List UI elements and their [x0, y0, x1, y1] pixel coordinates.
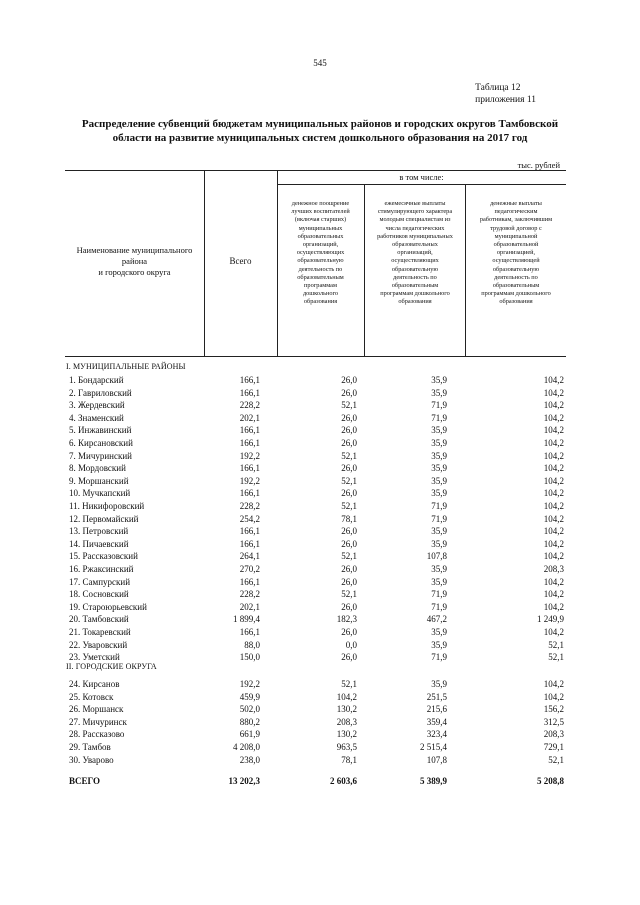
header-col-c-line: программам дошкольного — [481, 290, 551, 298]
table-row — [0, 602, 640, 615]
header-name-line3: и городского округа — [98, 267, 171, 277]
header-col-b-line: осуществляющих — [391, 257, 439, 265]
header-col-b-line: организаций, — [397, 249, 433, 257]
row-col-c: 104,2 — [543, 551, 564, 562]
row-total: 166,1 — [239, 425, 260, 436]
row-col-b: 35,9 — [431, 463, 447, 474]
row-col-c: 104,2 — [543, 375, 564, 385]
row-total: 166,1 — [239, 576, 260, 587]
table-row — [0, 413, 640, 426]
row-name: 18. Сосновский — [69, 589, 129, 600]
header-col-b-line: программам дошкольного — [380, 290, 450, 298]
row-col-c: 52,1 — [548, 754, 564, 765]
title-line2: области на развитие муниципальных систем дошкольного образования на 2017 год — [112, 132, 528, 144]
table-label-line1: Таблица 12 — [475, 83, 521, 93]
row-col-b: 107,8 — [426, 551, 447, 562]
row-total: 166,1 — [239, 627, 260, 637]
header-col-c-line: образовательной — [493, 241, 539, 249]
row-col-b: 323,4 — [426, 729, 447, 740]
header-total-column: Всего — [229, 256, 252, 266]
row-col-a: 208,3 — [336, 716, 357, 727]
row-total: 88,0 — [244, 639, 260, 650]
table-row — [0, 679, 640, 692]
row-name: 26. Моршанск — [69, 704, 124, 715]
table-row — [0, 717, 640, 730]
row-name: 19. Староюрьевский — [69, 601, 147, 612]
row-col-c: 208,3 — [543, 564, 564, 574]
row-col-a: 52,1 — [341, 450, 357, 461]
header-including: в том числе: — [399, 172, 444, 182]
row-name: 22. Уваровский — [69, 639, 128, 650]
header-col-c-line: образовательным — [492, 282, 540, 290]
table-row — [0, 729, 640, 742]
row-total: 228,2 — [239, 400, 260, 411]
table-row — [0, 627, 640, 640]
row-name: 3. Жердевский — [69, 400, 125, 411]
row-total: 166,1 — [239, 538, 260, 549]
row-col-b: 71,9 — [431, 412, 447, 423]
row-col-a: 78,1 — [341, 513, 357, 524]
row-col-c: 104,2 — [543, 627, 564, 637]
row-col-a: 26,0 — [341, 375, 357, 385]
row-col-c: 104,2 — [543, 463, 564, 474]
row-col-c: 104,2 — [543, 387, 564, 398]
table-row — [0, 551, 640, 564]
units-label: тыс. рублей — [517, 160, 560, 170]
row-name: ВСЕГО — [69, 776, 101, 786]
row-col-a: 0,0 — [345, 639, 357, 650]
row-total: 238,0 — [239, 754, 260, 765]
row-col-b: 2 515,4 — [420, 742, 447, 752]
row-col-a: 2 603,6 — [330, 776, 357, 786]
row-name: 12. Первомайский — [69, 513, 139, 524]
row-total: 254,2 — [239, 513, 260, 524]
header-col-a-line: осуществляющих — [296, 249, 345, 257]
row-name: 9. Моршанский — [69, 475, 129, 486]
row-name: 6. Кирсановский — [69, 438, 133, 448]
row-col-b: 35,9 — [431, 488, 447, 499]
row-total: 150,0 — [239, 652, 260, 663]
header-name-column — [65, 245, 204, 278]
row-col-c: 104,2 — [543, 589, 564, 600]
row-col-a: 26,0 — [341, 576, 357, 587]
row-col-c: 104,2 — [543, 691, 564, 702]
table-row — [0, 755, 640, 768]
row-col-a: 130,2 — [336, 704, 357, 715]
table-row — [0, 501, 640, 514]
row-col-b: 35,9 — [431, 450, 447, 461]
table-row — [0, 704, 640, 717]
row-col-b: 35,9 — [431, 438, 447, 448]
row-col-c: 208,3 — [543, 729, 564, 740]
row-total: 166,1 — [239, 375, 260, 385]
table-row — [0, 577, 640, 590]
header-col-c-line: муниципальной — [494, 232, 538, 240]
row-name: 8. Мордовский — [69, 463, 126, 474]
row-name: 10. Мучкапский — [69, 488, 131, 499]
row-name: 13. Петровский — [69, 526, 129, 537]
row-name: 14. Пичаевский — [69, 538, 129, 549]
row-col-b: 71,9 — [431, 652, 447, 663]
header-col-c — [466, 200, 566, 307]
header-col-b-line: образования — [398, 298, 432, 306]
row-col-a: 52,1 — [341, 551, 357, 562]
row-col-c: 104,2 — [543, 475, 564, 486]
table-row — [0, 614, 640, 627]
including-divider — [277, 184, 566, 185]
row-col-a: 26,0 — [341, 627, 357, 637]
header-col-a-line: образовательным — [297, 273, 344, 281]
row-col-a: 182,3 — [336, 614, 357, 625]
table-row — [0, 742, 640, 755]
row-total: 202,1 — [239, 601, 260, 612]
page-number: 545 — [313, 58, 327, 68]
header-col-b-line: ежемесячные выплаты — [384, 200, 446, 207]
header-top-border — [65, 170, 566, 171]
row-name: 2. Гавриловский — [69, 387, 132, 398]
table-row — [0, 463, 640, 476]
row-col-a: 52,1 — [341, 501, 357, 511]
table-row — [0, 692, 640, 705]
row-col-a: 26,0 — [341, 652, 357, 663]
header-col-c-line: трудовой договор с — [490, 224, 542, 232]
row-name: 4. Знаменский — [69, 412, 124, 423]
row-total: 192,2 — [239, 679, 260, 689]
header-col-b-line: образовательным — [391, 282, 439, 290]
table-label-line2: приложения 11 — [475, 95, 536, 105]
row-total: 880,2 — [239, 716, 260, 727]
row-total: 4 208,0 — [233, 742, 260, 752]
header-col-c-line: образования — [499, 298, 533, 306]
header-col-b-line: числа педагогических — [385, 224, 445, 232]
row-col-c: 1 249,9 — [537, 614, 564, 625]
header-col-a-line: лучших воспитателей — [291, 208, 350, 216]
row-name: 11. Никифоровский — [69, 501, 145, 511]
row-total: 502,0 — [239, 704, 260, 715]
header-col-a-line: денежное поощрение — [291, 200, 350, 207]
row-total: 166,1 — [239, 438, 260, 448]
row-col-b: 35,9 — [431, 425, 447, 436]
section-city-districts: II. ГОРОДСКИЕ ОКРУГА — [66, 662, 157, 671]
row-total: 166,1 — [239, 463, 260, 474]
header-col-c-line: работникам, заключившим — [479, 216, 553, 224]
row-col-b: 35,9 — [431, 538, 447, 549]
row-name: 24. Кирсанов — [69, 679, 120, 689]
row-col-c: 52,1 — [548, 652, 564, 663]
row-col-c: 104,2 — [543, 501, 564, 511]
table-row — [0, 640, 640, 653]
row-col-b: 107,8 — [426, 754, 447, 765]
row-col-a: 26,0 — [341, 463, 357, 474]
header-col-c-line: педагогическим — [494, 208, 538, 216]
row-col-c: 104,2 — [543, 488, 564, 499]
grand-total-row — [0, 776, 640, 789]
row-col-c: 104,2 — [543, 601, 564, 612]
row-col-a: 26,0 — [341, 387, 357, 398]
row-total: 661,9 — [239, 729, 260, 740]
row-col-c: 104,2 — [543, 679, 564, 689]
header-col-c-line: денежные выплаты — [490, 200, 542, 207]
header-col-b-line: стимулирующего характера — [377, 208, 453, 216]
row-name: 27. Мичуринск — [69, 716, 127, 727]
row-name: 21. Токаревский — [69, 627, 131, 637]
row-col-a: 26,0 — [341, 438, 357, 448]
row-col-b: 71,9 — [431, 400, 447, 411]
table-row — [0, 589, 640, 602]
row-name: 7. Мичуринский — [69, 450, 132, 461]
header-bottom-border — [65, 356, 566, 357]
row-total: 192,2 — [239, 450, 260, 461]
table-row — [0, 564, 640, 577]
row-col-b: 35,9 — [431, 475, 447, 486]
table-row — [0, 488, 640, 501]
row-col-a: 78,1 — [341, 754, 357, 765]
header-col-a-line: программам — [304, 282, 337, 290]
row-total: 166,1 — [239, 387, 260, 398]
section-municipal-districts: I. МУНИЦИПАЛЬНЫЕ РАЙОНЫ — [66, 362, 186, 371]
row-col-a: 104,2 — [336, 691, 357, 702]
row-col-c: 104,2 — [543, 513, 564, 524]
row-total: 270,2 — [239, 564, 260, 574]
row-col-b: 35,9 — [431, 627, 447, 637]
row-col-a: 26,0 — [341, 425, 357, 436]
row-col-b: 71,9 — [431, 589, 447, 600]
table-row — [0, 375, 640, 388]
header-name-line1: Наименование муниципального — [76, 245, 193, 255]
row-col-a: 52,1 — [341, 400, 357, 411]
row-col-c: 104,2 — [543, 576, 564, 587]
header-col-a-line: деятельность по — [298, 265, 343, 273]
row-col-a: 26,0 — [341, 488, 357, 499]
row-col-c: 52,1 — [548, 639, 564, 650]
header-col-b-line: работников муниципальных — [377, 232, 453, 240]
table-label — [475, 82, 536, 106]
document-title — [60, 117, 580, 145]
header-col-c-line: осуществляющей — [492, 257, 540, 265]
table-row — [0, 476, 640, 489]
table-row — [0, 438, 640, 451]
header-col-a-line: организаций, — [302, 241, 339, 249]
row-col-b: 35,9 — [431, 576, 447, 587]
row-col-b: 71,9 — [431, 501, 447, 511]
row-total: 264,1 — [239, 551, 260, 562]
row-col-c: 729,1 — [543, 742, 564, 752]
row-total: 459,9 — [239, 691, 260, 702]
row-col-c: 104,2 — [543, 450, 564, 461]
row-total: 166,1 — [239, 526, 260, 537]
row-col-b: 467,2 — [426, 614, 447, 625]
header-col-b-line: образовательных — [392, 241, 438, 249]
row-col-b: 35,9 — [431, 375, 447, 385]
row-col-a: 26,0 — [341, 564, 357, 574]
row-col-b: 71,9 — [431, 601, 447, 612]
row-total: 166,1 — [239, 488, 260, 499]
table-row — [0, 526, 640, 539]
header-col-c-line: образовательную — [492, 265, 540, 273]
row-col-b: 215,6 — [426, 704, 447, 715]
row-name: 15. Рассказовский — [69, 551, 138, 562]
header-col-a-line: образовательных — [297, 232, 344, 240]
header-name-line2: района — [121, 256, 148, 266]
row-total: 192,2 — [239, 475, 260, 486]
table-row — [0, 652, 640, 665]
table-row — [0, 388, 640, 401]
table-row — [0, 539, 640, 552]
row-total: 228,2 — [239, 501, 260, 511]
row-col-b: 35,9 — [431, 564, 447, 574]
row-name: 16. Ржаксинский — [69, 564, 134, 574]
row-col-a: 52,1 — [341, 589, 357, 600]
row-col-a: 52,1 — [341, 679, 357, 689]
row-col-a: 26,0 — [341, 526, 357, 537]
header-col-a — [277, 200, 364, 307]
row-name: 28. Рассказово — [69, 729, 125, 740]
row-col-b: 71,9 — [431, 513, 447, 524]
header-col-a-line: образовательную — [297, 257, 344, 265]
table-row — [0, 514, 640, 527]
row-name: 29. Тамбов — [69, 742, 111, 752]
row-col-c: 104,2 — [543, 538, 564, 549]
table-row — [0, 451, 640, 464]
title-line1: Распределение субвенций бюджетам муниципальных районов и городских округов Тамбовской — [81, 118, 559, 130]
row-col-a: 26,0 — [341, 601, 357, 612]
row-col-a: 130,2 — [336, 729, 357, 740]
row-name: 5. Инжавинский — [69, 425, 132, 436]
header-col-c-line: деятельность по — [494, 273, 538, 281]
row-col-c: 156,2 — [543, 704, 564, 715]
row-total: 228,2 — [239, 589, 260, 600]
row-col-c: 312,5 — [543, 716, 564, 727]
row-col-c: 104,2 — [543, 438, 564, 448]
row-col-b: 35,9 — [431, 387, 447, 398]
row-name: 20. Тамбовский — [69, 614, 129, 625]
row-name: 1. Бондарский — [69, 375, 124, 385]
row-col-c: 104,2 — [543, 400, 564, 411]
row-col-a: 26,0 — [341, 538, 357, 549]
row-col-b: 251,5 — [426, 691, 447, 702]
row-total: 13 202,3 — [228, 776, 260, 786]
header-col-a-line: образования — [303, 298, 338, 306]
header-col-a-line: дошкольного — [302, 290, 339, 298]
row-col-c: 104,2 — [543, 526, 564, 537]
row-col-b: 359,4 — [426, 716, 447, 727]
header-col-a-line: муниципальных — [298, 224, 343, 232]
row-name: 23. Уметский — [69, 652, 120, 663]
row-col-c: 104,2 — [543, 425, 564, 436]
header-col-b-line: молодым специалистам из — [379, 216, 451, 224]
table-row — [0, 425, 640, 438]
row-name: 30. Уварово — [69, 754, 114, 765]
row-name: 17. Сампурский — [69, 576, 131, 587]
row-col-b: 35,9 — [431, 639, 447, 650]
row-col-b: 35,9 — [431, 526, 447, 537]
row-col-b: 35,9 — [431, 679, 447, 689]
row-col-a: 52,1 — [341, 475, 357, 486]
row-col-a: 26,0 — [341, 412, 357, 423]
row-col-c: 104,2 — [543, 412, 564, 423]
header-col-a-line: (включая старших) — [294, 216, 347, 224]
header-col-c-line: организацией, — [496, 249, 536, 257]
header-col-b-line: деятельность по — [393, 273, 437, 281]
table-row — [0, 400, 640, 413]
row-col-a: 963,5 — [336, 742, 357, 752]
row-col-b: 5 389,9 — [420, 776, 447, 786]
row-name: 25. Котовск — [69, 691, 114, 702]
row-total: 202,1 — [239, 412, 260, 423]
row-total: 1 899,4 — [233, 614, 260, 625]
row-col-c: 5 208,8 — [537, 776, 564, 786]
header-col-b-line: образовательную — [391, 265, 439, 273]
header-col-b — [365, 200, 465, 307]
